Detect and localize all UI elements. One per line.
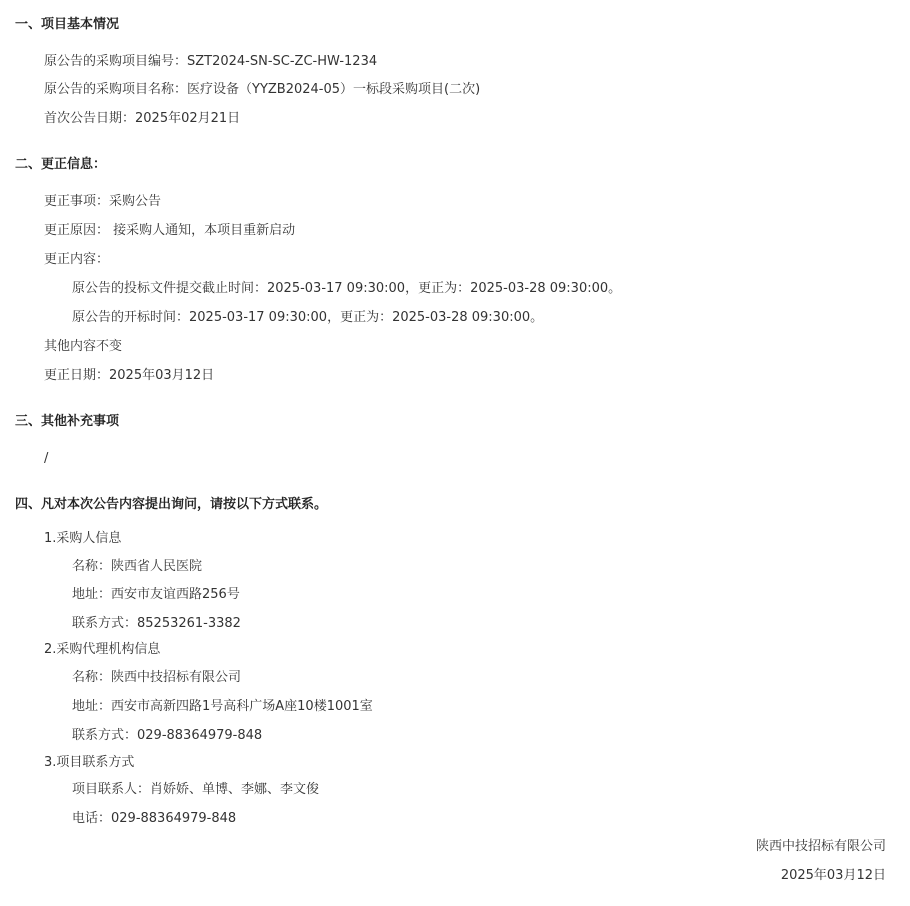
purchaser-name: 名称：陕西省人民医院 (72, 559, 203, 574)
agency-contact: 联系方式：029-88364979-848 (72, 728, 263, 743)
footer-date: 2025年03月12日 (780, 868, 886, 883)
agency-title: 2.采购代理机构信息 (44, 642, 161, 657)
unchanged-note: 其他内容不变 (44, 339, 123, 354)
first-announcement-date: 首次公告日期：2025年02月21日 (44, 111, 241, 126)
section1-heading: 一、项目基本情况 (15, 17, 120, 32)
original-project-number: 原公告的采购项目编号：SZT2024-SN-SC-ZC-HW-1234 (44, 54, 378, 69)
footer-company: 陕西中技招标有限公司 (755, 839, 886, 854)
section2-heading: 二、更正信息： (15, 157, 107, 172)
original-project-name: 原公告的采购项目名称：医疗设备（YYZB2024-05）一标段采购项目(二次) (44, 82, 481, 97)
purchaser-address: 地址：西安市友谊西路256号 (72, 587, 240, 602)
section4-heading: 四、凡对本次公告内容提出询问，请按以下方式联系。 (15, 497, 328, 512)
section3-heading: 三、其他补充事项 (15, 414, 120, 429)
correction-item: 更正事项：采购公告 (44, 194, 162, 209)
correction-content-label: 更正内容： (44, 252, 110, 267)
section3-content: / (44, 451, 49, 466)
agency-address: 地址：西安市高新四路1号高科广场A座10楼1001室 (72, 699, 373, 714)
project-contact-phone: 电话：029-88364979-848 (72, 811, 237, 826)
project-contact-title: 3.项目联系方式 (44, 755, 135, 770)
project-contact-persons: 项目联系人：肖娇娇、单博、李娜、李文俊 (72, 782, 320, 797)
correction-reason: 更正原因： 接采购人通知，本项目重新启动 (44, 223, 296, 238)
correction-change-deadline: 原公告的投标文件提交截止时间：2025-03-17 09:30:00，更正为：2025-03-28 09:30:00。 (72, 281, 622, 296)
correction-change-opening: 原公告的开标时间：2025-03-17 09:30:00，更正为：2025-03-28 09:30:00。 (72, 310, 544, 325)
correction-date: 更正日期：2025年03月12日 (44, 368, 215, 383)
purchaser-title: 1.采购人信息 (44, 531, 122, 546)
purchaser-contact: 联系方式：85253261-3382 (72, 616, 241, 631)
agency-name: 名称：陕西中技招标有限公司 (72, 670, 242, 685)
